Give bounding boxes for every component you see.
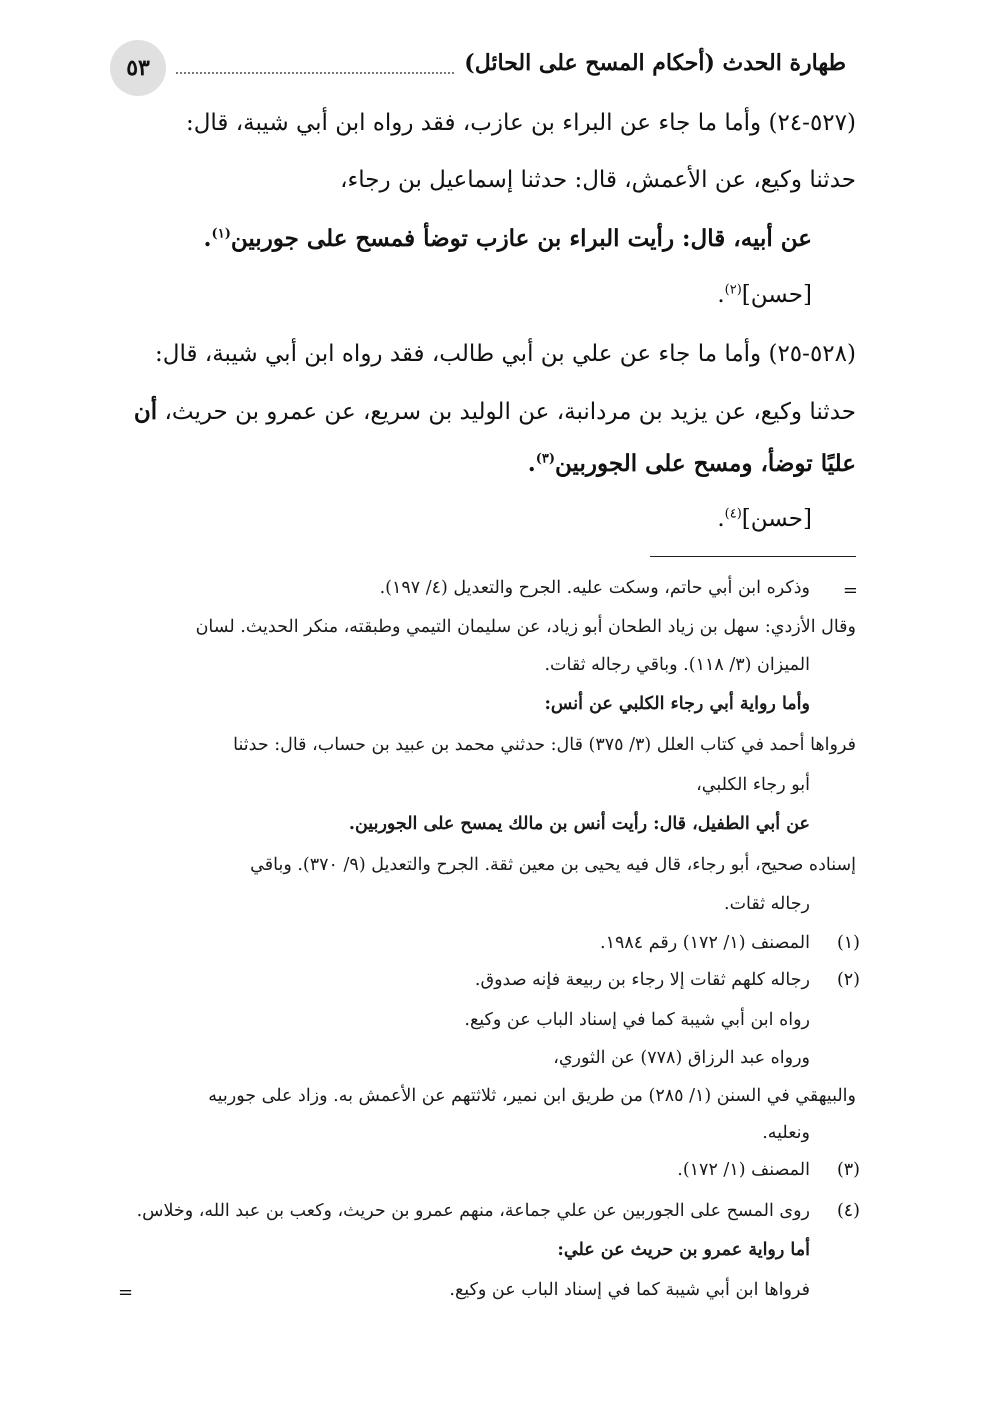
footnote-line: والبيهقي في السنن (١/ ٢٨٥) من طريق ابن نمير، ثلاثتهم عن الأعمش به. وزاد على جوربيه — [208, 1086, 856, 1106]
footnote-number: (١) — [836, 933, 860, 953]
grade-label: [حسن]$^{(٢)}$. — [717, 282, 812, 308]
hadith-text: عليًا توضأ، ومسح على الجوربين$^{(٣)}$. — [527, 450, 856, 477]
text-line: حدثنا وكيع، عن الأعمش، قال: حدثنا إسماعيل بن رجاء، — [340, 167, 856, 193]
footnote-line: رجاله كلهم ثقات إلا رجاء بن ربيعة فإنه صدوق. — [474, 970, 810, 990]
footnote-line: ونعليه. — [762, 1123, 810, 1143]
footnote-ref[interactable]: (٣) — [535, 451, 556, 467]
footnote-ref[interactable]: (٤) — [724, 506, 742, 522]
text-line: (٥٢٧-٢٤) وأما ما جاء عن البراء بن عازب، فقد رواه ابن أبي شيبة، قال: — [185, 110, 856, 136]
footnote-separator — [650, 556, 856, 557]
page-number: ٥٣ — [110, 40, 166, 96]
footnote-number: (٤) — [836, 1201, 860, 1221]
footnote-ref[interactable]: (١) — [211, 226, 231, 242]
running-title: طهارة الحدث (أحكام المسح على الحائل) — [456, 50, 846, 76]
continuation-mark: = — [842, 580, 858, 601]
footnote-line: رجاله ثقات. — [724, 894, 810, 914]
text-line: حدثنا وكيع، عن يزيد بن مردانبة، عن الوليد بن سريع، عن عمرو بن حريث، أن — [133, 398, 856, 425]
page-header — [110, 40, 846, 100]
hadith-text: أن — [133, 398, 158, 425]
footnote-subheading: عن أبي الطفيل، قال: رأيت أنس بن مالك يمسح على الجوربين. — [348, 814, 810, 834]
footnote-line: فرواها ابن أبي شيبة كما في إسناد الباب عن وكيع. — [449, 1280, 810, 1300]
continuation-mark: = — [118, 1282, 134, 1303]
footnote-line: فرواها أحمد في كتاب العلل (٣/ ٣٧٥) قال: حدثني محمد بن عبيد بن حساب، قال: حدثنا — [233, 735, 856, 755]
footnote-line: الميزان (٣/ ١١٨). وباقي رجاله ثقات. — [544, 655, 810, 675]
footnote-line: المصنف (١/ ١٧٢) رقم ١٩٨٤. — [600, 933, 810, 953]
footnote-line: وذكره ابن أبي حاتم، وسكت عليه. الجرح والتعديل (٤/ ١٩٧). — [379, 578, 810, 598]
grade-label: [حسن]$^{(٤)}$. — [717, 506, 812, 532]
footnote-subheading: وأما رواية أبي رجاء الكلبي عن أنس: — [544, 694, 810, 714]
footnote-line: إسناده صحيح، أبو رجاء، قال فيه يحيى بن معين ثقة. الجرح والتعديل (٩/ ٣٧٠). وباقي — [250, 855, 856, 875]
footnote-line: رواه ابن أبي شيبة كما في إسناد الباب عن وكيع. — [464, 1010, 810, 1030]
text-line: (٥٢٨-٢٥) وأما ما جاء عن علي بن أبي طالب، فقد رواه ابن أبي شيبة، قال: — [155, 341, 856, 367]
hadith-text: عن أبيه، قال: رأيت البراء بن عازب توضأ فمسح على جوربين$^{(١)}$. — [203, 225, 812, 252]
footnote-subheading: أما رواية عمرو بن حريث عن علي: — [557, 1240, 810, 1260]
footnote-number: (٢) — [836, 970, 860, 990]
footnote-line: ورواه عبد الرزاق (٧٧٨) عن الثوري، — [553, 1048, 810, 1068]
footnote-ref[interactable]: (٢) — [724, 282, 742, 298]
footnote-line: المصنف (١/ ١٧٢). — [677, 1160, 810, 1180]
footnote-line: روى المسح على الجوربين عن علي جماعة، منهم عمرو بن حريث، وكعب بن عبد الله، وخلاس. — [136, 1201, 810, 1221]
footnote-number: (٣) — [836, 1160, 860, 1180]
footnote-line: أبو رجاء الكلبي، — [696, 775, 810, 795]
footnote-line: وقال الأزدي: سهل بن زياد الطحان أبو زياد، عن سليمان التيمي وطبقته، منكر الحديث. لسان — [195, 617, 856, 637]
